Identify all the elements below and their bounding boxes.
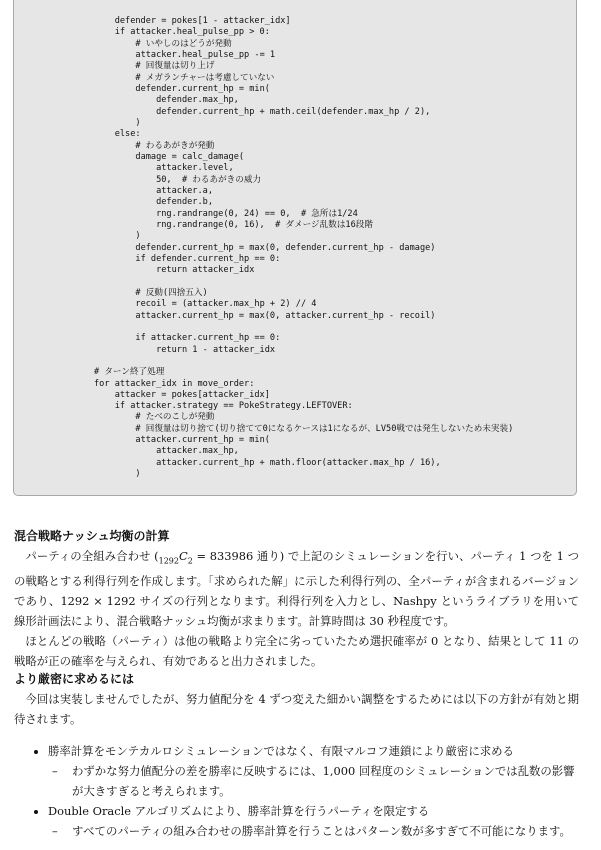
code-line: attacker.current_hp + math.floor(attacker.max_hp / 16), bbox=[156, 457, 441, 468]
code-line: defender.current_hp = max(0, defender.current_hp - damage) bbox=[135, 242, 436, 253]
code-line: 50, # わるあがきの威力 bbox=[156, 174, 262, 185]
section-heading: より厳密に求めるには bbox=[14, 672, 135, 686]
code-line: # 回復量は切り捨て(切り捨てて0になるケースは1になるが、LV50戦では発生しないため未実装) bbox=[135, 423, 514, 434]
subscript: 1292 bbox=[158, 556, 179, 566]
code-line: attacker.current_hp = max(0, attacker.current_hp - recoil) bbox=[135, 310, 436, 321]
code-line: ) bbox=[135, 231, 141, 242]
code-line: # メガランチャーは考慮していない bbox=[135, 72, 275, 83]
code-line: return attacker_idx bbox=[156, 265, 255, 276]
text: = 833986 通り) で上記のシミュレーションを行い、パーティ 1 つを 1 つの戦略とする利得行列を作成します。「求められた解」に示した利得行列の、全パーティが含まれるバージョンであり、1292 × 1292 サイズの行列となります。利得行列を入力とし、Nashpy というライブラリを用いて線形計画法により、混合戦略ナッシュ均衡が求まります。計算時間は 30 秒程度です。 bbox=[14, 549, 579, 629]
code-line: if attacker.current_hp == 0: bbox=[135, 333, 281, 344]
code-line: damage = calc_damage( bbox=[135, 151, 245, 162]
code-line: attacker.a, bbox=[156, 185, 213, 196]
list-item-text: 勝率計算をモンテカルロシミュレーションではなく、有限マルコフ連鎖により厳密に求める bbox=[48, 744, 514, 758]
text: パーティの全組み合わせ ( bbox=[25, 549, 159, 563]
code-line: return 1 - attacker_idx bbox=[156, 344, 276, 355]
code-line: ) bbox=[135, 117, 141, 128]
code-line: for attacker_idx in move_order: bbox=[94, 378, 255, 389]
code-line: attacker = pokes[attacker_idx] bbox=[114, 389, 270, 400]
code-line: if attacker.strategy == PokeStrategy.LEFTOVER: bbox=[114, 401, 353, 412]
section-more-exact bbox=[14, 669, 579, 841]
subscript: 2 bbox=[187, 556, 193, 566]
code-line bbox=[94, 322, 513, 333]
list-item bbox=[48, 741, 579, 801]
code-line: # わるあがきが発動 bbox=[135, 140, 215, 151]
code-line bbox=[94, 356, 513, 367]
bullet-list bbox=[14, 741, 579, 841]
code-line: if attacker.heal_pulse_pp > 0: bbox=[114, 27, 270, 38]
code-line: defender = pokes[1 - attacker_idx] bbox=[114, 16, 291, 26]
sub-list-item: – わずかな努力値配分の差を勝率に反映するには、1,000 回程度のシミュレーションでは乱数の影響が大きすぎると考えられます。 bbox=[72, 761, 579, 801]
code-block bbox=[13, 0, 577, 496]
code-line: attacker.max_hp, bbox=[156, 446, 239, 457]
paragraph: ほとんどの戦略（パーティ）は他の戦略より完全に劣っていたため選択確率が 0 となり、結果として 11 の戦略が正の確率を与えられ、有効であると出力されました。 bbox=[14, 634, 579, 669]
code-line: attacker.current_hp = min( bbox=[135, 435, 270, 446]
code-line: if defender.current_hp == 0: bbox=[135, 253, 281, 264]
paragraph: 今回は実装しませんでしたが、努力値配分を 4 ずつ変えた細かい調整をするためには以下の方針が有効と期待されます。 bbox=[14, 692, 579, 726]
code-line: defender.b, bbox=[156, 197, 213, 208]
code-line: defender.max_hp, bbox=[156, 95, 239, 106]
list-item-text: Double Oracle アルゴリズムにより、勝率計算を行うパーティを限定する bbox=[48, 804, 430, 818]
code-line: defender.current_hp + math.ceil(defender.max_hp / 2), bbox=[156, 106, 431, 117]
code-line: # ターン終了処理 bbox=[94, 367, 165, 378]
code-line: # いやしのはどうが発動 bbox=[135, 38, 232, 49]
math-c: C bbox=[178, 549, 188, 563]
code-line: recoil = (attacker.max_hp + 2) // 4 bbox=[135, 299, 317, 310]
code-line: rng.randrange(0, 16), # ダメージ乱数は16段階 bbox=[156, 219, 373, 230]
list-item bbox=[48, 801, 579, 841]
code-line: # 回復量は切り上げ bbox=[135, 61, 215, 72]
code-line: # たべのこしが発動 bbox=[135, 412, 215, 423]
code-line: # 反動(四捨五入) bbox=[135, 287, 208, 298]
code-line: defender.current_hp = min( bbox=[135, 83, 270, 94]
code-line: ) bbox=[135, 469, 141, 480]
code-line bbox=[94, 277, 513, 288]
paragraph bbox=[14, 546, 579, 631]
code-line: else: bbox=[114, 129, 141, 140]
section-mixed-strategy bbox=[14, 526, 579, 671]
code-listing bbox=[94, 16, 513, 480]
section-heading: 混合戦略ナッシュ均衡の計算 bbox=[14, 529, 170, 543]
code-line: attacker.level, bbox=[156, 163, 234, 174]
sub-list-item: – すべてのパーティの組み合わせの勝率計算を行うことはパターン数が多すぎて不可能になります。 bbox=[72, 821, 579, 841]
code-line: attacker.heal_pulse_pp -= 1 bbox=[135, 49, 276, 60]
code-line: rng.randrange(0, 24) == 0, # 急所は1/24 bbox=[156, 208, 358, 219]
